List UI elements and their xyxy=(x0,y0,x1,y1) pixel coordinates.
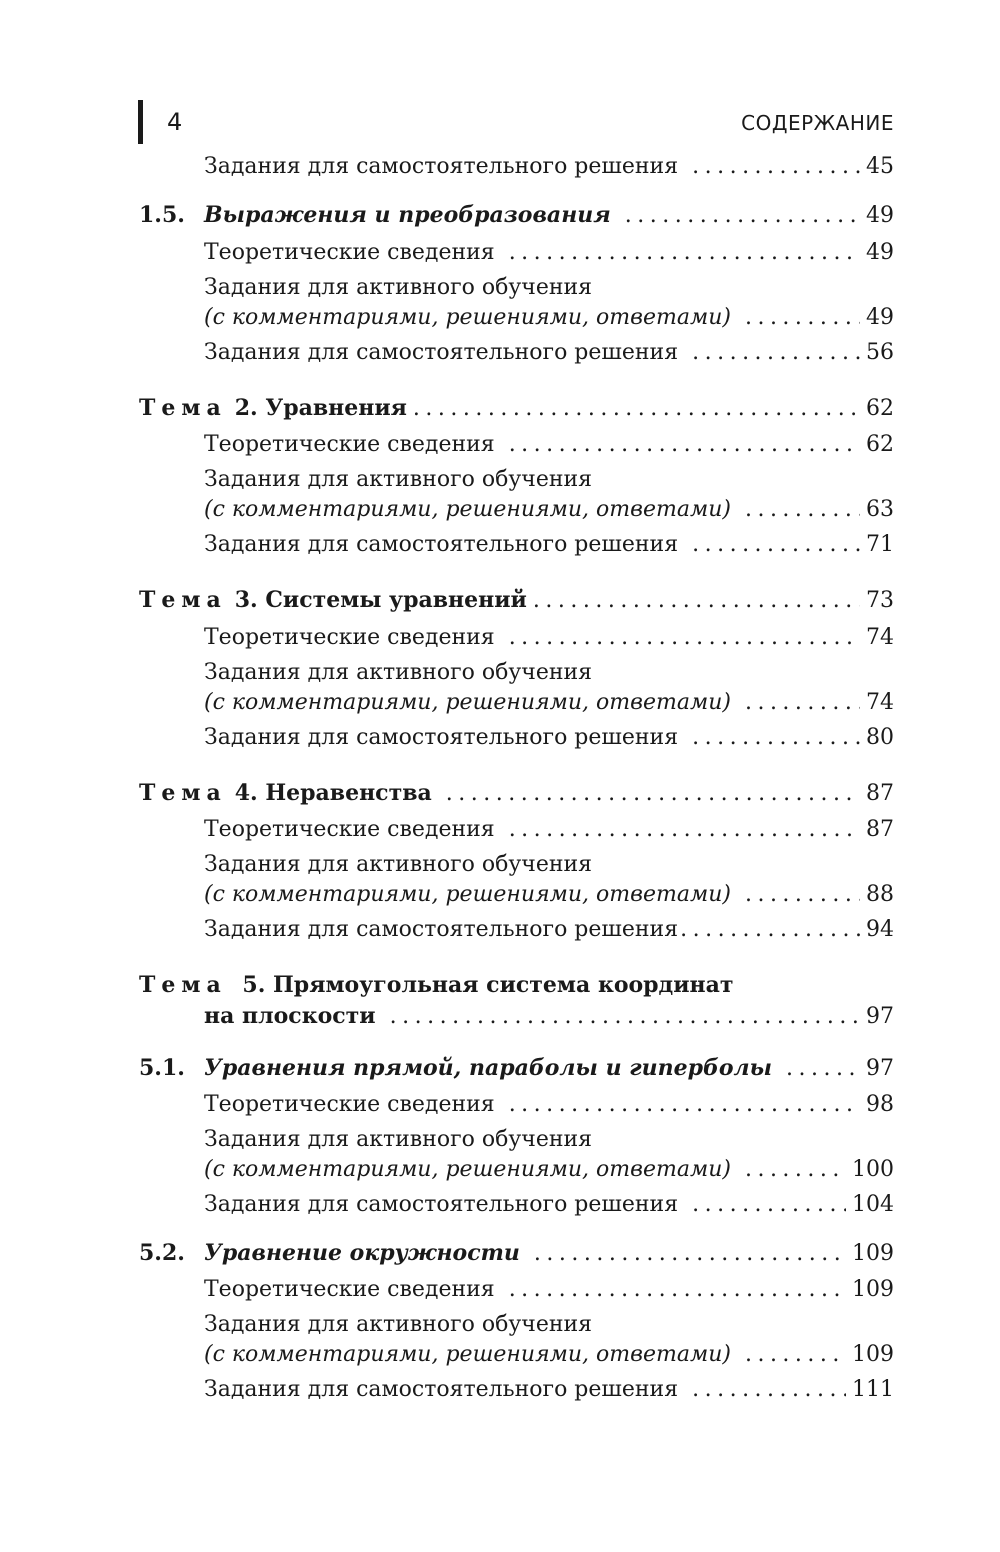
dot-leader xyxy=(692,1373,846,1407)
dot-leader xyxy=(413,392,860,426)
toc-entry xyxy=(204,301,894,335)
toc-entry-title: Задания для активного обучения xyxy=(204,467,593,492)
toc-entry-page: 49 xyxy=(866,305,894,330)
toc-entry xyxy=(204,1153,894,1187)
toc-section xyxy=(139,198,894,232)
toc-entry-subtitle: (с комментариями, решениями, ответами) xyxy=(204,690,731,715)
dot-leader xyxy=(745,301,860,335)
toc-entry-title: Теоретические сведения xyxy=(204,432,495,457)
toc-topic xyxy=(139,968,734,1002)
dot-leader xyxy=(509,1273,846,1307)
toc-entry xyxy=(204,1088,894,1122)
toc-entry-title: Задания для самостоятельного решения xyxy=(204,340,679,365)
toc-entry-title: Задания для самостоятельного решения xyxy=(204,154,679,179)
toc-entry-page: 56 xyxy=(866,340,894,365)
dot-leader xyxy=(745,493,860,527)
toc-topic xyxy=(139,776,894,810)
toc-entry-page: 45 xyxy=(866,154,894,179)
page-number: 4 xyxy=(167,108,183,136)
dot-leader xyxy=(745,1338,846,1372)
topic-label: Тема xyxy=(139,780,227,806)
section-number: 5.1. xyxy=(139,1055,185,1081)
topic-title: 2. Уравнения xyxy=(234,395,407,421)
topic-label: Тема xyxy=(139,395,227,421)
toc-entry-page: 109 xyxy=(852,1241,894,1266)
section-title: Выражения и преобразования xyxy=(204,202,611,228)
toc-entry xyxy=(204,336,894,370)
toc-entry-title: Теоретические сведения xyxy=(204,625,495,650)
toc-entry-title: Задания для самостоятельного решения xyxy=(204,532,679,557)
toc-entry-title: Задания для активного обучения xyxy=(204,660,593,685)
toc-topic xyxy=(139,583,894,617)
section-number: 1.5. xyxy=(139,202,185,228)
toc-entry-page: 62 xyxy=(866,432,894,457)
dot-leader xyxy=(786,1052,860,1086)
dot-leader xyxy=(745,1153,846,1187)
toc-entry-title: Теоретические сведения xyxy=(204,1092,495,1117)
topic-title: 3. Системы уравнений xyxy=(234,587,527,613)
toc-entry-page: 97 xyxy=(866,1056,894,1081)
toc-entry-page: 111 xyxy=(852,1377,894,1402)
toc-entry-subtitle: (с комментариями, решениями, ответами) xyxy=(204,1157,731,1182)
toc-entry-page: 87 xyxy=(866,781,894,806)
toc-entry-page: 63 xyxy=(866,497,894,522)
section-title: Уравнения прямой, параболы и гиперболы xyxy=(204,1055,773,1081)
toc-entry-title: Теоретические сведения xyxy=(204,240,495,265)
dot-leader xyxy=(625,199,860,233)
toc-entry-page: 71 xyxy=(866,532,894,557)
toc-topic-continuation xyxy=(204,999,894,1033)
toc-entry xyxy=(204,621,894,655)
toc-entry-title: Задания для самостоятельного решения xyxy=(204,917,679,942)
toc-entry-page: 109 xyxy=(852,1342,894,1367)
toc-entry xyxy=(204,913,894,947)
section-title: Уравнение окружности xyxy=(204,1240,520,1266)
dot-leader xyxy=(680,913,860,947)
dot-leader xyxy=(534,1237,846,1271)
toc-entry xyxy=(204,813,894,847)
toc-entry-title: Теоретические сведения xyxy=(204,1277,495,1302)
topic-title: 5. Прямоугольная система координат xyxy=(242,972,734,998)
toc-entry-page: 109 xyxy=(852,1277,894,1302)
dot-leader xyxy=(446,777,860,811)
toc-entry xyxy=(204,686,894,720)
topic-title-continued: на плоскости xyxy=(204,1003,376,1029)
running-head: СОДЕРЖАНИЕ xyxy=(741,111,894,135)
toc-entry-page: 87 xyxy=(866,817,894,842)
toc-entry xyxy=(204,1273,894,1307)
toc-entry-title: Задания для самостоятельного решения xyxy=(204,725,679,750)
toc-entry-page: 100 xyxy=(852,1157,894,1182)
toc-entry-title: Задания для активного обучения xyxy=(204,275,593,300)
toc-entry-page: 74 xyxy=(866,690,894,715)
toc-entry-page: 97 xyxy=(866,1004,894,1029)
toc-entry-page: 88 xyxy=(866,882,894,907)
toc-entry xyxy=(204,1188,894,1222)
toc-entry xyxy=(204,721,894,755)
dot-leader xyxy=(745,878,860,912)
toc-entry xyxy=(204,528,894,562)
toc-entry-page: 73 xyxy=(866,588,894,613)
toc-entry-page: 49 xyxy=(866,240,894,265)
toc-entry-page: 104 xyxy=(852,1192,894,1217)
topic-label: Тема xyxy=(139,972,227,998)
toc-entry-page: 49 xyxy=(866,203,894,228)
toc-entry-page: 94 xyxy=(866,917,894,942)
toc-entry-title: Задания для активного обучения xyxy=(204,852,593,877)
header-rule xyxy=(138,100,143,144)
toc-entry-subtitle: (с комментариями, решениями, ответами) xyxy=(204,497,731,522)
toc-section xyxy=(139,1236,894,1270)
dot-leader xyxy=(692,721,860,755)
dot-leader xyxy=(509,1088,860,1122)
dot-leader xyxy=(745,686,860,720)
dot-leader xyxy=(509,813,860,847)
toc-entry xyxy=(204,150,894,184)
toc-entry-title: Задания для самостоятельного решения xyxy=(204,1377,679,1402)
toc-entry xyxy=(204,1338,894,1372)
toc-entry-subtitle: (с комментариями, решениями, ответами) xyxy=(204,1342,731,1367)
topic-title: 4. Неравенства xyxy=(234,780,432,806)
toc-entry-subtitle: (с комментариями, решениями, ответами) xyxy=(204,882,731,907)
topic-label: Тема xyxy=(139,587,227,613)
dot-leader xyxy=(692,336,860,370)
dot-leader xyxy=(692,528,860,562)
toc-section xyxy=(139,1051,894,1085)
dot-leader xyxy=(533,584,860,618)
toc-entry xyxy=(204,428,894,462)
toc-entry-title: Задания для активного обучения xyxy=(204,1312,593,1337)
dot-leader xyxy=(509,621,860,655)
toc-entry-title: Задания для самостоятельного решения xyxy=(204,1192,679,1217)
toc-entry-page: 62 xyxy=(866,396,894,421)
toc-entry xyxy=(204,236,894,270)
dot-leader xyxy=(692,1188,846,1222)
section-number: 5.2. xyxy=(139,1240,185,1266)
toc-entry-subtitle: (с комментариями, решениями, ответами) xyxy=(204,305,731,330)
dot-leader xyxy=(509,236,860,270)
toc-topic xyxy=(139,391,894,425)
dot-leader xyxy=(390,1000,860,1034)
toc-entry xyxy=(204,878,894,912)
toc-entry-page: 80 xyxy=(866,725,894,750)
toc-entry-title: Задания для активного обучения xyxy=(204,1127,593,1152)
dot-leader xyxy=(692,150,860,184)
toc-entry xyxy=(204,1373,894,1407)
toc-entry-title: Теоретические сведения xyxy=(204,817,495,842)
dot-leader xyxy=(509,428,860,462)
toc-entry-page: 74 xyxy=(866,625,894,650)
toc-entry-page: 98 xyxy=(866,1092,894,1117)
toc-entry xyxy=(204,493,894,527)
